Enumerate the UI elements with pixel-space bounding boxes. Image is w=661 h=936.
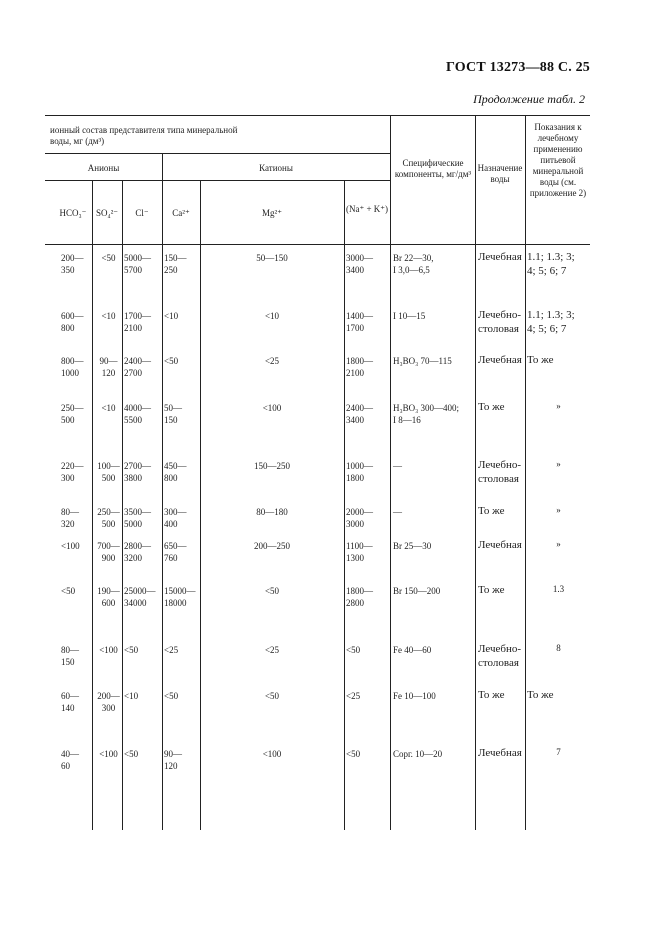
table-cell-so4: <50 xyxy=(101,253,116,263)
table-cell-cl: 2800— 3200 xyxy=(124,541,151,563)
table-cell-indications: То же xyxy=(527,689,554,701)
page-header: ГОСТ 13273—88 С. 25 xyxy=(446,60,590,75)
table-cell-cl: 25000— 34000 xyxy=(124,586,156,608)
header-hco3: HCO₃⁻ xyxy=(59,208,87,218)
header-cl: Cl⁻ xyxy=(135,208,149,218)
table-cell-indications: » xyxy=(556,401,561,411)
header-so4: SO₄²⁻ xyxy=(95,208,119,218)
header-divider-ions xyxy=(45,153,391,154)
table-cell-na-k: 1800— 2100 xyxy=(346,356,373,378)
col-divider xyxy=(200,180,201,830)
col-divider xyxy=(390,115,391,830)
table-cell-cl: 1700— 2100 xyxy=(124,311,151,333)
table-cell-hco3: 40— 60 xyxy=(61,749,79,771)
table-cell-indications: 1.1; 1.3; 3; 4; 5; 6; 7 xyxy=(527,251,575,277)
table-cell-specific: Fe 10—100 xyxy=(393,691,436,701)
table-cell-ca: 90— 120 xyxy=(164,749,182,771)
table-cell-indications: 8 xyxy=(556,643,561,653)
table-cell-cl: <50 xyxy=(124,749,139,759)
table-cell-specific: Br 150—200 xyxy=(393,586,441,596)
table-cell-na-k: 1000— 1800 xyxy=(346,461,373,483)
table-cell-mg: 50—150 xyxy=(256,253,288,263)
col-divider xyxy=(475,115,476,830)
table-cell-cl: <10 xyxy=(124,691,139,701)
header-bottom-border xyxy=(45,244,590,245)
table-cell-purpose: Лечебная xyxy=(478,251,522,263)
table-cell-specific: H₃BO₃ 70—115 xyxy=(393,356,452,366)
table-cell-cl: 2700— 3800 xyxy=(124,461,151,483)
table-cell-so4: 100— 500 xyxy=(97,461,120,483)
header-indications: Показания к лечебному применению питьевой минеральной воды (см. приложение 2) xyxy=(529,122,587,198)
table-cell-indications: » xyxy=(556,505,561,515)
table-cell-so4: 190— 600 xyxy=(97,586,120,608)
table-cell-indications: » xyxy=(556,539,561,549)
table-cell-so4: 200— 300 xyxy=(97,691,120,713)
header-mg: Mg²⁺ xyxy=(262,208,282,218)
table-cell-ca: 15000— 18000 xyxy=(164,586,196,608)
table-cell-cl: <50 xyxy=(124,645,139,655)
table-cell-purpose: То же xyxy=(478,689,505,701)
table-cell-hco3: 250— 500 xyxy=(61,403,84,425)
table-cell-mg: 200—250 xyxy=(254,541,290,551)
table-cell-hco3: 80— 150 xyxy=(61,645,79,667)
table-cell-purpose: Лечебная xyxy=(478,747,522,759)
table-cell-indications: 1.1; 1.3; 3; 4; 5; 6; 7 xyxy=(527,309,575,335)
table-cell-hco3: <100 xyxy=(61,541,80,551)
col-divider xyxy=(122,180,123,830)
table-cell-specific: I 10—15 xyxy=(393,311,426,321)
table-cell-indications: » xyxy=(556,459,561,469)
table-cell-specific: Fe 40—60 xyxy=(393,645,432,655)
table-cell-purpose: Лечебно- столовая xyxy=(478,309,522,335)
table-cell-specific: — xyxy=(393,507,402,517)
table-cell-so4: 90— 120 xyxy=(99,356,118,378)
table-cell-cl: 4000— 5500 xyxy=(124,403,151,425)
header-cations: Катионы xyxy=(259,163,293,173)
col-divider xyxy=(162,153,163,830)
table-cell-ca: <50 xyxy=(164,356,179,366)
header-divider-subcols xyxy=(45,180,391,181)
table-cell-ca: 150— 250 xyxy=(164,253,187,275)
table-cell-purpose: Лечебная xyxy=(478,539,522,551)
header-anions: Анионы xyxy=(87,163,120,173)
table-cell-hco3: <50 xyxy=(61,586,76,596)
table-cell-ca: <10 xyxy=(164,311,179,321)
table-cell-hco3: 800— 1000 xyxy=(61,356,84,378)
header-specific-components: Специфические компоненты, мг/дм³ xyxy=(394,158,472,179)
table-cell-hco3: 60— 140 xyxy=(61,691,79,713)
table-cell-ca: 650— 760 xyxy=(164,541,187,563)
continuation-label: Продолжение табл. 2 xyxy=(473,92,585,106)
table-cell-purpose: То же xyxy=(478,584,505,596)
header-na-k: (Na⁺ + K⁺) xyxy=(345,204,389,214)
table-cell-mg: <50 xyxy=(264,691,280,701)
table-cell-ca: <25 xyxy=(164,645,179,655)
table-cell-mg: 150—250 xyxy=(254,461,290,471)
table-cell-so4: <100 xyxy=(99,645,118,655)
table-cell-cl: 3500— 5000 xyxy=(124,507,151,529)
table-cell-indications: 1.3 xyxy=(552,584,565,594)
table-cell-mg: <100 xyxy=(262,403,282,413)
table-cell-cl: 2400— 2700 xyxy=(124,356,151,378)
table-cell-na-k: <50 xyxy=(346,749,361,759)
table-cell-hco3: 80— 320 xyxy=(61,507,79,529)
table-cell-specific: Сорг. 10—20 xyxy=(393,749,443,759)
table-cell-cl: 5000— 5700 xyxy=(124,253,151,275)
table-cell-purpose: Лечебно- столовая xyxy=(478,643,522,669)
table-cell-mg: <100 xyxy=(262,749,282,759)
table-cell-so4: <100 xyxy=(99,749,118,759)
table-cell-ca: 50— 150 xyxy=(164,403,182,425)
table-cell-purpose: То же xyxy=(478,505,505,517)
table-cell-specific: H₃BO₃ 300—400; I 8—16 xyxy=(393,403,460,425)
table-cell-indications: 7 xyxy=(556,747,561,757)
table-cell-purpose: Лечебно- столовая xyxy=(478,459,522,485)
table-cell-hco3: 200— 350 xyxy=(61,253,84,275)
header-ionic-composition: ионный состав представителя типа минеральной воды, мг (дм³) xyxy=(50,125,238,146)
table-cell-na-k: <25 xyxy=(346,691,361,701)
table-cell-purpose: То же xyxy=(478,401,505,413)
table-cell-indications: То же xyxy=(527,354,554,366)
table-cell-na-k: 1400— 1700 xyxy=(346,311,373,333)
table-cell-purpose: Лечебная xyxy=(478,354,522,366)
table-cell-so4: 250— 500 xyxy=(97,507,120,529)
table-top-border xyxy=(45,115,590,116)
table-cell-mg: <25 xyxy=(264,356,280,366)
table-cell-hco3: 220— 300 xyxy=(61,461,84,483)
table-cell-mg: <50 xyxy=(264,586,280,596)
table-cell-na-k: 1100— 1300 xyxy=(346,541,373,563)
header-water-purpose: Назначение воды xyxy=(477,163,523,184)
table-cell-na-k: 1800— 2800 xyxy=(346,586,373,608)
table-cell-na-k: 2000— 3000 xyxy=(346,507,373,529)
table-cell-ca: 450— 800 xyxy=(164,461,187,483)
table-cell-mg: <25 xyxy=(264,645,280,655)
table-cell-hco3: 600— 800 xyxy=(61,311,84,333)
table-cell-mg: <10 xyxy=(264,311,280,321)
table-cell-na-k: <50 xyxy=(346,645,361,655)
table-cell-na-k: 2400— 3400 xyxy=(346,403,373,425)
col-divider xyxy=(344,180,345,830)
table-cell-so4: 700— 900 xyxy=(97,541,120,563)
table-cell-so4: <10 xyxy=(101,403,116,413)
col-divider xyxy=(92,180,93,830)
table-cell-specific: — xyxy=(393,461,402,471)
table-cell-mg: 80—180 xyxy=(256,507,288,517)
table-cell-ca: 300— 400 xyxy=(164,507,187,529)
header-ca: Ca²⁺ xyxy=(172,208,190,218)
table-cell-na-k: 3000— 3400 xyxy=(346,253,373,275)
table-cell-specific: Br 25—30 xyxy=(393,541,432,551)
table-cell-ca: <50 xyxy=(164,691,179,701)
table-cell-so4: <10 xyxy=(101,311,116,321)
table-cell-specific: Br 22—30, I 3,0—6,5 xyxy=(393,253,434,275)
